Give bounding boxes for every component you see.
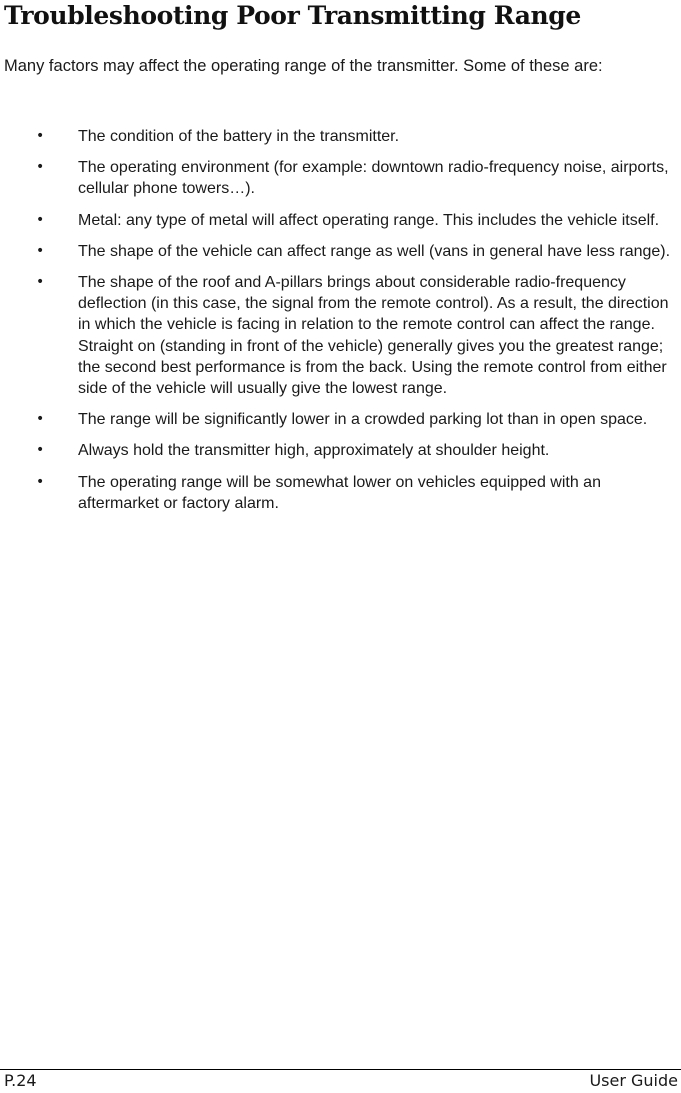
intro-paragraph: Many factors may affect the operating range of the transmitter. Some of these are: [4, 57, 603, 75]
list-item [0, 241, 681, 262]
footer-guide-label: User Guide [589, 1071, 678, 1090]
bullet-icon: • [36, 442, 45, 459]
list-item-text: Always hold the transmitter high, approximately at shoulder height. [78, 442, 550, 460]
footer-divider [0, 1069, 681, 1070]
bullet-icon: • [36, 242, 45, 259]
page-number: P.24 [4, 1071, 37, 1090]
list-item [0, 210, 681, 231]
list-item-text: Metal: any type of metal will affect operating range. This includes the vehicle itself. [78, 211, 660, 229]
list-item [0, 472, 681, 514]
bullet-icon: • [36, 159, 45, 176]
bullet-icon: • [36, 473, 45, 490]
list-item [0, 157, 681, 199]
list-item-text: The shape of the vehicle can affect range as well (vans in general have less range). [78, 242, 671, 260]
bullet-icon: • [36, 211, 45, 228]
factor-list [0, 126, 681, 524]
list-item-text: The operating environment (for example: downtown radio-frequency noise, airports, cellular phone towers…). [78, 159, 669, 198]
bullet-icon: • [36, 274, 45, 291]
list-item-text: The operating range will be somewhat lower on vehicles equipped with an aftermarket or factory alarm. [78, 473, 601, 512]
list-item-text: The shape of the roof and A-pillars brings about considerable radio-frequency deflection (in this case, the signal from the remote control). As a result, the direction in which the vehicle is facing in relation to the remote control can affect the range. Straight on (standing in front of the vehicle) generally gives you the greatest range; the second best performance is from the back. Using the remote control from either side of the vehicle will usually give the lowest range. [78, 274, 669, 398]
list-item [0, 126, 681, 147]
bullet-icon: • [36, 128, 45, 144]
bullet-icon: • [36, 411, 45, 428]
list-item [0, 272, 681, 399]
list-item-text: The range will be significantly lower in a crowded parking lot than in open space. [78, 411, 648, 429]
list-item [0, 409, 681, 430]
list-item [0, 440, 681, 461]
page-title: Troubleshooting Poor Transmitting Range [4, 1, 581, 30]
list-item-text: The condition of the battery in the transmitter. [78, 128, 400, 145]
